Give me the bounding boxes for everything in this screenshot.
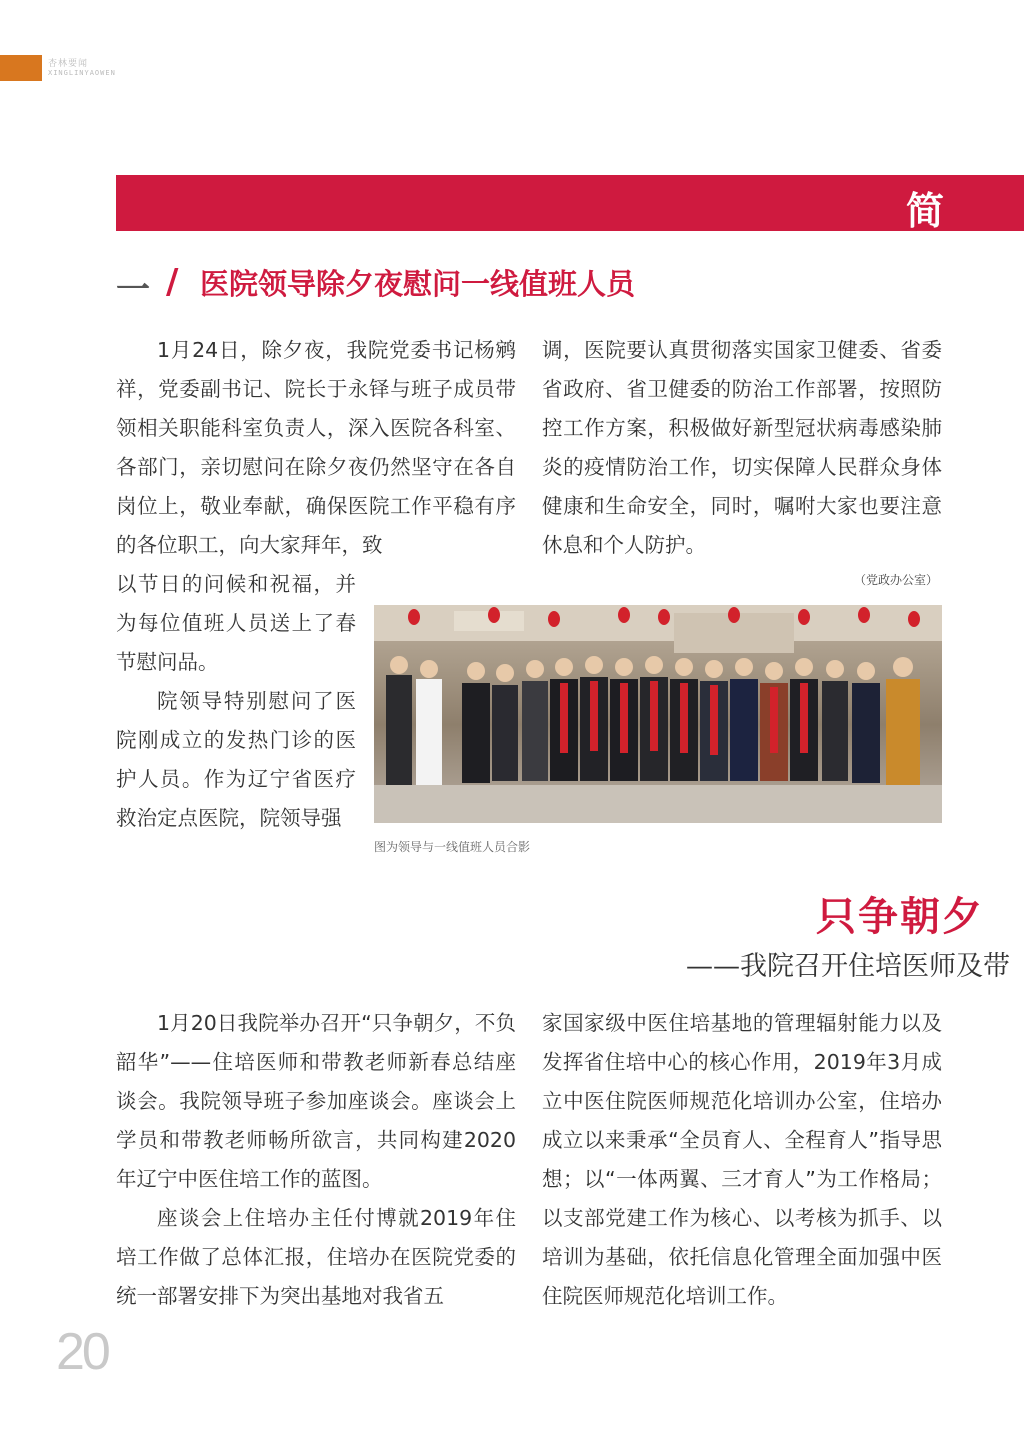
article2-paragraph-2: 座谈会上住培办主任付博就2019年住培工作做了总体汇报，住培办在医院党委的统一部署安排下为突出基地对我省五 [116,1206,516,1308]
article1-paragraph-1: 1月24日，除夕夜，我院党委书记杨鹓祥，党委副书记、院长于永铎与班子成员带领相关职能科室负责人，深入医院各科室、各部门，亲切慰问在除夕夜仍然坚守在各自岗位上，敬业奉献，确保医院工作平稳有序的各位职工，向大家拜年，致 [116,338,516,557]
red-title-band [116,175,1024,231]
article1-paragraph-4: 调，医院要认真贯彻落实国家卫健委、省委省政府、省卫健委的防治工作部署，按照防控工作方案，积极做好新型冠状病毒感染肺炎的疫情防治工作，切实保障人民群众身体健康和生命安全，同时，嘱咐大家也要注意休息和个人防护。 [542,338,942,557]
article1-signature: （党政办公室） [853,573,938,587]
section-title: 医院领导除夕夜慰问一线值班人员 [200,267,636,301]
band-character: 简 [905,188,944,233]
article1-paragraph-2: 以节日的问候和祝福，并为每位值班人员送上了春节慰问品。 [116,572,356,674]
header-section-en: XINGLINYAOWEN [48,69,116,77]
article2-title: 只争朝夕 [816,893,984,940]
section-number: 一 [116,270,152,310]
article2-subtitle: ——我院召开住培医师及带 [686,951,1010,982]
article2-paragraph-3: 家国家级中医住培基地的管理辐射能力以及发挥省住培中心的核心作用，2019年3月成立中医住院医师规范化培训办公室，住培办成立以来秉承“全员育人、全程育人”指导思想；以“一体两翼、三才育人”为工作格局；以支部党建工作为核心、以考核为抓手、以培训为基础，依托信息化管理全面加强中医住院医师规范化培训工作。 [542,1011,942,1308]
article1-paragraph-3: 院领导特别慰问了医院刚成立的发热门诊的医护人员。作为辽宁省医疗救治定点医院，院领导强 [116,689,356,830]
header-section-cn: 杏林要闻 [48,59,89,69]
group-photo [374,605,942,823]
page-number: 20 [56,1323,108,1381]
header-color-bar [0,55,42,81]
photo-caption: 图为领导与一线值班人员合影 [374,840,531,854]
section-slash: / [166,262,179,302]
article2-paragraph-1: 1月20日我院举办召开“只争朝夕，不负韶华”——住培医师和带教老师新春总结座谈会。我院领导班子参加座谈会。座谈会上学员和带教老师畅所欲言，共同构建2020年辽宁中医住培工作的蓝图。 [116,1011,516,1191]
